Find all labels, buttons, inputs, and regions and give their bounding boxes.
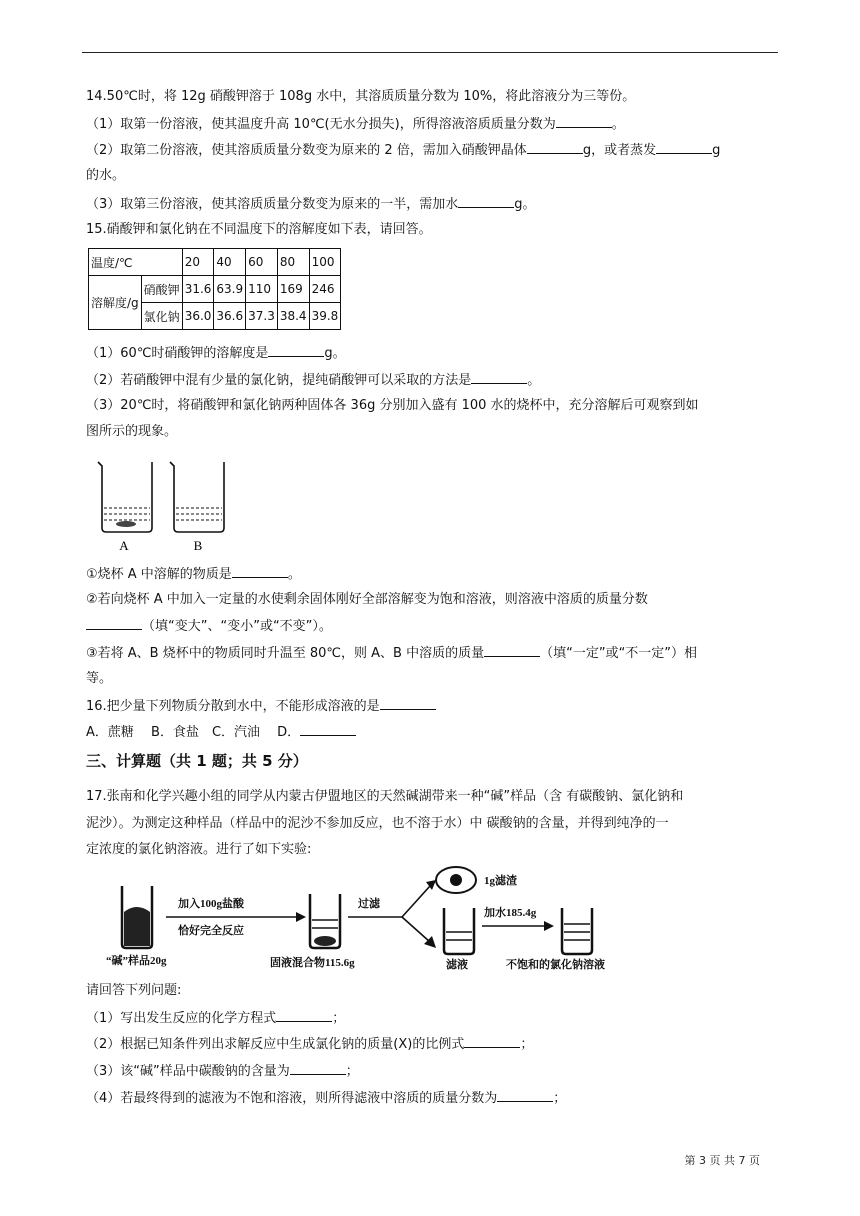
q14-part1: （1）取第一份溶液，使其温度升高 10℃(无水分损失)，所得溶液溶质质量分数为 。	[86, 117, 625, 132]
answer-blank	[656, 141, 712, 154]
q15-stem: 15.硝酸钾和氯化钠在不同温度下的溶解度如下表，请回答。	[86, 222, 432, 237]
table-cell: 60	[246, 249, 278, 276]
q17-prompt: 请回答下列问题:	[86, 983, 182, 998]
q17-sub1: （1）写出发生反应的化学方程式 ；	[86, 1011, 346, 1026]
answer-blank	[471, 371, 527, 384]
answer-blank	[268, 344, 324, 357]
table-cell: 246	[309, 276, 341, 303]
beakers-figure	[92, 458, 242, 554]
header-rule	[82, 52, 778, 53]
q14-part2-cont: 的水。	[86, 168, 126, 183]
step1-top-label: 加入100g盐酸	[178, 898, 244, 910]
answer-blank	[232, 565, 288, 578]
answer-blank	[556, 115, 612, 128]
beaker-b	[170, 462, 224, 553]
answer-blank	[276, 1009, 332, 1022]
table-cell: 36.0	[182, 303, 214, 330]
undissolved-solid	[116, 521, 136, 527]
answer-blank	[380, 697, 436, 710]
filtrate-beaker	[444, 908, 474, 954]
q15-sub3: ③若将 A、B 烧杯中的物质同时升温至 80℃，则 A、B 中溶质的质量 （填“一定”或“不一定”）相	[86, 646, 698, 661]
sample-beaker	[122, 886, 152, 948]
svg-text:A: A	[119, 538, 129, 553]
answer-blank	[300, 723, 356, 736]
answer-blank	[497, 1089, 553, 1102]
table-cell: 110	[246, 276, 278, 303]
page-number: 第 3 页 共 7 页	[684, 1154, 760, 1167]
branch-up	[402, 886, 430, 917]
sample-label: “碱”样品20g	[106, 955, 167, 967]
table-cell: 40	[214, 249, 246, 276]
branch-down	[402, 917, 430, 942]
table-cell: 37.3	[246, 303, 278, 330]
q17-line1: 17.张南和化学兴趣小组的同学从内蒙古伊盟地区的天然碱湖带来一种“碱”样品（含 有碳酸钠、氯化钠和	[86, 789, 684, 804]
q15-sub3-cont: 等。	[86, 671, 113, 686]
filter-label: 过滤	[358, 898, 380, 910]
section-heading: 三、计算题（共 1 题；共 5 分）	[86, 752, 308, 770]
step1-bottom-label: 恰好完全反应	[178, 925, 244, 937]
q17-sub2: （2）根据已知条件列出求解反应中生成氯化钠的质量(X)的比例式 ；	[86, 1037, 534, 1052]
q17-sub3: （3）该“碱”样品中碳酸钠的含量为 ；	[86, 1064, 359, 1079]
q15-sub2: ②若向烧杯 A 中加入一定量的水使剩余固体刚好全部溶解变为饱和溶液，则溶液中溶质的质量分数	[86, 592, 648, 607]
answer-blank	[290, 1062, 346, 1075]
q15-sub1: ①烧杯 A 中溶解的物质是 。	[86, 567, 301, 582]
q16-options: A．蔗糖 B．食盐 C．汽油 D．	[86, 723, 356, 742]
final-beaker	[562, 908, 592, 954]
table-cell: 36.6	[214, 303, 246, 330]
table-cell: 31.6	[182, 276, 214, 303]
mixture-label: 固液混合物115.6g	[270, 957, 355, 969]
q15-part3-cont: 图所示的现象。	[86, 424, 178, 439]
q14-part3: （3）取第三份溶液，使其溶质质量分数变为原来的一半，需加水 g。	[86, 197, 536, 212]
table-cell: 39.8	[309, 303, 341, 330]
mixture-beaker	[310, 894, 340, 948]
answer-blank	[86, 617, 142, 630]
table-cell: 100	[309, 249, 341, 276]
solubility-table	[88, 248, 341, 330]
substance-name: 硝酸钾	[141, 276, 182, 303]
svg-text:B: B	[193, 538, 203, 553]
q14-stem: 14.50℃时，将 12g 硝酸钾溶于 108g 水中，其溶质质量分数为 10%，将此溶液分为三等份。	[86, 89, 636, 104]
solubility-label: 溶解度/g	[89, 276, 142, 330]
residue-label: 1g滤渣	[484, 875, 517, 887]
add-water-label: 加水185.4g	[484, 907, 537, 919]
answer-blank	[527, 141, 583, 154]
table-row	[89, 249, 341, 276]
experiment-flow-diagram	[104, 862, 664, 974]
q15-sub2-cont: （填“变大”、“变小”或“不变”）。	[86, 617, 332, 636]
q15-part3: （3）20℃时，将硝酸钾和氯化钠两种固体各 36g 分别加入盛有 100 水的烧杯中，充分溶解后可观察到如	[86, 398, 699, 413]
temp-label: 温度/℃	[89, 249, 183, 276]
table-row	[89, 276, 341, 303]
beaker-a	[98, 462, 152, 553]
table-cell: 169	[277, 276, 309, 303]
answer-blank	[464, 1035, 520, 1048]
q17-sub4: （4）若最终得到的滤液为不饱和溶液，则所得滤液中溶质的质量分数为 ；	[86, 1091, 567, 1106]
answer-blank	[458, 195, 514, 208]
q16-stem: 16.把少量下列物质分散到水中，不能形成溶液的是	[86, 697, 436, 716]
q17-line2: 泥沙）。为测定这种样品（样品中的泥沙不参加反应，也不溶于水）中 碳酸钠的含量，并得到纯净的一	[86, 816, 669, 831]
table-cell: 80	[277, 249, 309, 276]
q14-part2: （2）取第二份溶液，使其溶质质量分数变为原来的 2 倍，需加入硝酸钾晶体 g，或者蒸发 g	[86, 143, 721, 158]
final-label: 不饱和的氯化钠溶液	[506, 959, 605, 971]
q15-part2: （2）若硝酸钾中混有少量的氯化钠，提纯硝酸钾可以采取的方法是 。	[86, 373, 541, 388]
substance-name: 氯化钠	[141, 303, 182, 330]
q15-part1: （1）60℃时硝酸钾的溶解度是 g。	[86, 346, 346, 361]
filtrate-label: 滤液	[446, 959, 468, 971]
table-cell: 38.4	[277, 303, 309, 330]
table-cell: 20	[182, 249, 214, 276]
residue-dish	[436, 867, 476, 893]
table-cell: 63.9	[214, 276, 246, 303]
answer-blank	[484, 644, 540, 657]
q17-line3: 定浓度的氯化钠溶液。进行了如下实验:	[86, 842, 312, 857]
